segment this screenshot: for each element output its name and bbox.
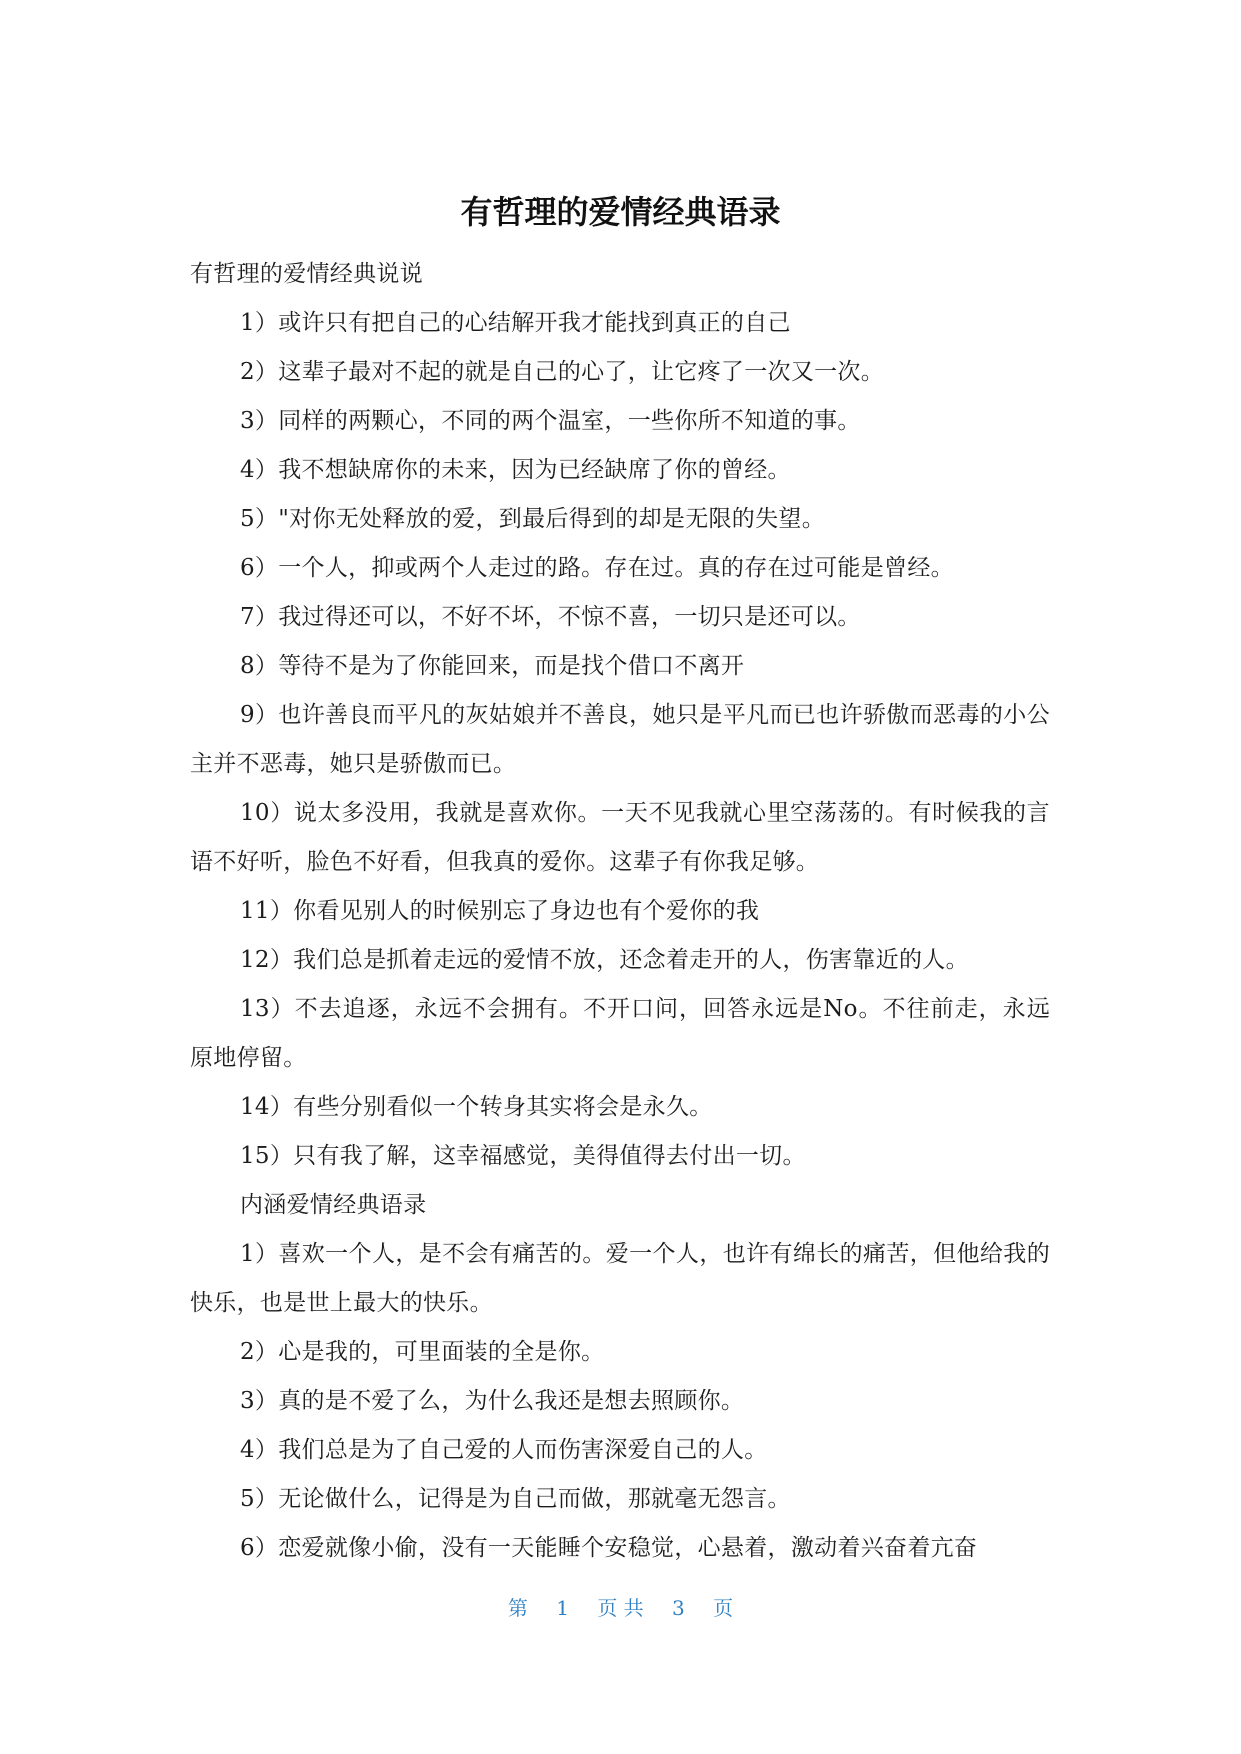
paragraph: 3）真的是不爱了么，为什么我还是想去照顾你。 [240, 1388, 745, 1414]
paragraph: 4）我不想缺席你的未来，因为已经缺席了你的曾经。 [240, 457, 791, 483]
paragraph: 2）心是我的，可里面装的全是你。 [240, 1339, 605, 1365]
footer-prefix: 第 [507, 1596, 528, 1620]
paragraph: 14）有些分别看似一个转身其实将会是永久。 [240, 1094, 713, 1120]
document-body [190, 250, 1050, 1573]
paragraph: 6）恋爱就像小偷，没有一天能睡个安稳觉，心悬着，激动着兴奋着亢奋 [240, 1535, 978, 1561]
paragraph: 5）无论做什么，记得是为自己而做，那就毫无怨言。 [240, 1486, 791, 1512]
document-title: 有哲理的爱情经典语录 [460, 193, 781, 231]
paragraph: 15）只有我了解，这幸福感觉，美得值得去付出一切。 [240, 1143, 806, 1169]
paragraph: 5）"对你无处释放的爱，到最后得到的却是无限的失望。 [240, 506, 826, 532]
footer-suffix: 页 [713, 1596, 734, 1620]
footer-page-number: 1 [556, 1596, 569, 1620]
page-footer [0, 1593, 1241, 1623]
paragraph: 13）不去追逐，永远不会拥有。不开口问，回答永远是No。不往前走，永远原地停留。 [190, 996, 1050, 1071]
paragraph: 1）或许只有把自己的心结解开我才能找到真正的自己 [240, 310, 791, 336]
paragraph: 3）同样的两颗心，不同的两个温室，一些你所不知道的事。 [240, 408, 861, 434]
footer-middle: 页 共 [597, 1596, 644, 1620]
paragraph: 11）你看见别人的时候别忘了身边也有个爱你的我 [240, 898, 760, 924]
paragraph: 12）我们总是抓着走远的爱情不放，还念着走开的人，伤害靠近的人。 [240, 947, 969, 973]
paragraph: 9）也许善良而平凡的灰姑娘并不善良，她只是平凡而已也许骄傲而恶毒的小公主并不恶毒，她只是骄傲而已。 [190, 702, 1050, 777]
paragraph: 7）我过得还可以，不好不坏，不惊不喜，一切只是还可以。 [240, 604, 861, 630]
section-heading: 内涵爱情经典语录 [240, 1192, 427, 1218]
paragraph: 1）喜欢一个人，是不会有痛苦的。爱一个人，也许有绵长的痛苦，但他给我的快乐，也是世上最大的快乐。 [190, 1241, 1050, 1316]
paragraph: 有哲理的爱情经典说说 [190, 261, 423, 287]
paragraph: 8）等待不是为了你能回来，而是找个借口不离开 [240, 653, 745, 679]
paragraph: 10）说太多没用，我就是喜欢你。一天不见我就心里空荡荡的。有时候我的言语不好听，脸色不好看，但我真的爱你。这辈子有你我足够。 [190, 800, 1050, 875]
paragraph: 6）一个人，抑或两个人走过的路。存在过。真的存在过可能是曾经。 [240, 555, 954, 581]
paragraph: 2）这辈子最对不起的就是自己的心了，让它疼了一次又一次。 [240, 359, 885, 385]
footer-total-pages: 3 [672, 1596, 685, 1620]
paragraph: 4）我们总是为了自己爱的人而伤害深爱自己的人。 [240, 1437, 768, 1463]
